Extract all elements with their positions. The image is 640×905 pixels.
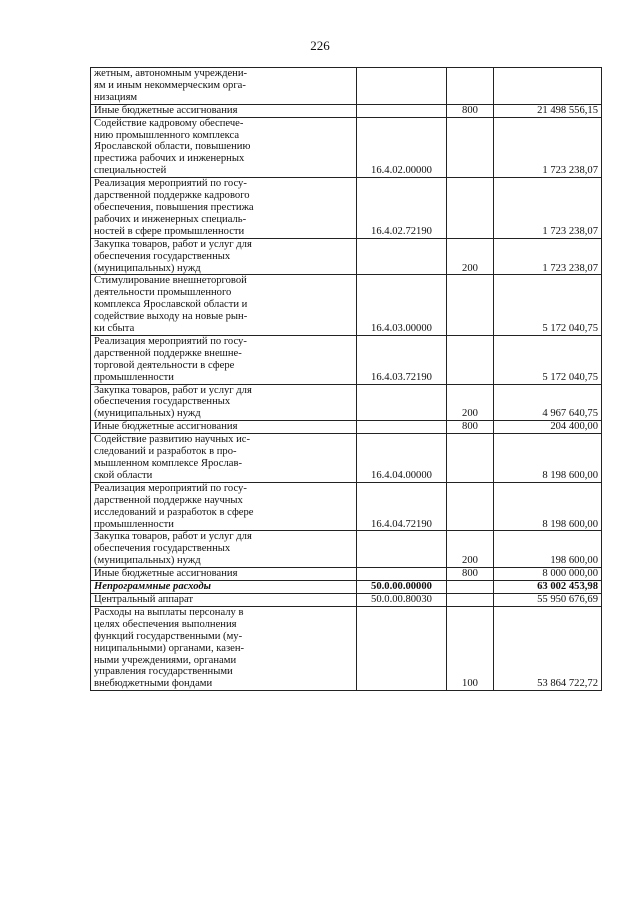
expense-name-line: обеспечения, повышения престижа — [94, 201, 254, 213]
table-row — [91, 335, 602, 384]
program-code-cell: 16.4.03.72190 — [357, 335, 447, 384]
expense-name-line: содействие выходу на новые рын- — [94, 311, 248, 323]
expense-type-cell: 200 — [447, 238, 494, 275]
program-code-cell: 16.4.02.00000 — [357, 117, 447, 178]
amount-cell: 5 172 040,75 — [494, 275, 602, 336]
table-row — [91, 68, 602, 105]
table-row — [91, 117, 602, 178]
expense-name-line: комплекса Ярославской области и — [94, 299, 248, 311]
expense-name-line: дарственной поддержке внешне- — [94, 347, 242, 359]
expense-name-cell — [91, 531, 357, 568]
program-code-cell: 16.4.02.72190 — [357, 178, 447, 239]
expense-name-line: ниципальными) органами, казен- — [94, 642, 245, 654]
expense-name-cell — [91, 238, 357, 275]
expense-name-line: Центральный аппарат — [94, 593, 194, 605]
expense-name-line: Ярославской области, повышению — [94, 141, 251, 153]
expense-name-line: Иные бюджетные ассигнования — [94, 568, 238, 580]
expense-name-line: промышленности — [94, 371, 174, 383]
expense-type-cell: 800 — [447, 568, 494, 581]
expense-name-line: Реализация мероприятий по госу- — [94, 482, 247, 494]
program-code-cell — [357, 568, 447, 581]
expense-name-line: Расходы на выплаты персоналу в — [94, 606, 244, 618]
program-code-cell: 16.4.04.00000 — [357, 434, 447, 483]
expense-name-line: целях обеспечения выполнения — [94, 618, 237, 630]
expense-type-cell — [447, 117, 494, 178]
expense-type-cell: 200 — [447, 531, 494, 568]
expense-name-line: (муниципальных) нужд — [94, 555, 201, 567]
program-code-cell: 16.4.04.72190 — [357, 482, 447, 531]
amount-cell: 8 198 600,00 — [494, 434, 602, 483]
table-row — [91, 178, 602, 239]
expense-name-line: внебюджетными фондами — [94, 678, 213, 690]
amount-cell: 21 498 556,15 — [494, 104, 602, 117]
expense-name-line: промышленности — [94, 518, 174, 530]
expense-type-cell: 800 — [447, 421, 494, 434]
table-row — [91, 593, 602, 606]
page-number: 226 — [310, 38, 330, 53]
expense-name-cell — [91, 68, 357, 105]
expense-name-cell — [91, 482, 357, 531]
expense-name-line: Иные бюджетные ассигнования — [94, 104, 238, 116]
amount-cell — [494, 68, 602, 105]
expense-name-line: (муниципальных) нужд — [94, 408, 201, 420]
amount-cell: 8 000 000,00 — [494, 568, 602, 581]
expense-name-line: специальностей — [94, 165, 167, 177]
amount-cell: 63 002 453,98 — [494, 581, 602, 594]
expense-name-line: жетным, автономным учреждени- — [94, 68, 248, 79]
expense-name-line: Содействие развитию научных ис- — [94, 434, 250, 446]
amount-cell: 1 723 238,07 — [494, 238, 602, 275]
expense-type-cell — [447, 593, 494, 606]
expense-name-line: обеспечения государственных — [94, 543, 231, 555]
expense-name-line: деятельности промышленного — [94, 287, 232, 299]
program-code-cell — [357, 531, 447, 568]
expense-name-line: престижа рабочих и инженерных — [94, 153, 245, 165]
table-row — [91, 238, 602, 275]
expense-type-cell — [447, 434, 494, 483]
expense-name-cell — [91, 581, 357, 594]
expense-name-line: ской области — [94, 469, 153, 481]
table-row — [91, 104, 602, 117]
expense-type-cell — [447, 178, 494, 239]
expense-name-cell — [91, 104, 357, 117]
expense-type-cell: 100 — [447, 606, 494, 690]
expense-name-line: Непрограммные расходы — [94, 581, 211, 593]
expense-name-line: Содействие кадровому обеспече- — [94, 117, 244, 129]
expense-type-cell: 800 — [447, 104, 494, 117]
expense-name-cell — [91, 606, 357, 690]
expense-name-line: ки сбыта — [94, 323, 135, 335]
expense-name-line: ям и иным некоммерческим орга- — [94, 79, 246, 91]
budget-expenditure-table — [90, 67, 602, 691]
program-code-cell: 50.0.00.80030 — [357, 593, 447, 606]
expense-type-cell — [447, 581, 494, 594]
program-code-cell — [357, 384, 447, 421]
expense-name-line: исследований и разработок в сфере — [94, 506, 254, 518]
amount-cell: 198 600,00 — [494, 531, 602, 568]
expense-type-cell — [447, 482, 494, 531]
expense-name-line: следований и разработок в про- — [94, 446, 237, 458]
expense-name-line: Реализация мероприятий по госу- — [94, 335, 247, 347]
expense-type-cell — [447, 68, 494, 105]
amount-cell: 1 723 238,07 — [494, 178, 602, 239]
expense-name-line: дарственной поддержке научных — [94, 494, 243, 506]
amount-cell: 55 950 676,69 — [494, 593, 602, 606]
budget-table-body — [91, 68, 602, 691]
expense-name-line: дарственной поддержке кадрового — [94, 190, 250, 202]
expense-type-cell — [447, 275, 494, 336]
table-row — [91, 531, 602, 568]
expense-name-line: Иные бюджетные ассигнования — [94, 421, 238, 433]
amount-cell: 4 967 640,75 — [494, 384, 602, 421]
table-row — [91, 275, 602, 336]
table-row — [91, 482, 602, 531]
table-row — [91, 434, 602, 483]
amount-cell: 204 400,00 — [494, 421, 602, 434]
expense-name-line: функций государственными (му- — [94, 630, 243, 642]
table-row — [91, 581, 602, 594]
expense-type-cell — [447, 335, 494, 384]
expense-name-line: ностей в сфере промышленности — [94, 225, 245, 237]
expense-name-cell — [91, 117, 357, 178]
table-row — [91, 421, 602, 434]
program-code-cell — [357, 606, 447, 690]
expense-name-cell — [91, 593, 357, 606]
amount-cell: 1 723 238,07 — [494, 117, 602, 178]
expense-name-cell — [91, 275, 357, 336]
expense-name-cell — [91, 384, 357, 421]
expense-name-line: Закупка товаров, работ и услуг для — [94, 238, 252, 250]
expense-name-line: управления государственными — [94, 666, 233, 678]
expense-name-cell — [91, 568, 357, 581]
expense-name-line: (муниципальных) нужд — [94, 262, 201, 274]
program-code-cell: 50.0.00.00000 — [357, 581, 447, 594]
expense-name-line: Закупка товаров, работ и услуг для — [94, 531, 252, 543]
expense-name-cell — [91, 421, 357, 434]
expense-name-cell — [91, 178, 357, 239]
table-row — [91, 384, 602, 421]
expense-name-line: торговой деятельности в сфере — [94, 359, 235, 371]
table-row — [91, 606, 602, 690]
expense-name-line: Стимулирование внешнеторговой — [94, 275, 247, 287]
table-row — [91, 568, 602, 581]
expense-name-line: мышленном комплексе Ярослав- — [94, 458, 243, 469]
expense-type-cell: 200 — [447, 384, 494, 421]
program-code-cell — [357, 238, 447, 275]
expense-name-cell — [91, 335, 357, 384]
expense-name-cell — [91, 434, 357, 483]
expense-name-line: нию промышленного комплекса — [94, 129, 240, 141]
expense-name-line: обеспечения государственных — [94, 250, 231, 262]
amount-cell: 8 198 600,00 — [494, 482, 602, 531]
program-code-cell — [357, 421, 447, 434]
program-code-cell — [357, 104, 447, 117]
expense-name-line: Закупка товаров, работ и услуг для — [94, 384, 252, 396]
expense-name-line: обеспечения государственных — [94, 396, 231, 408]
amount-cell: 53 864 722,72 — [494, 606, 602, 690]
amount-cell: 5 172 040,75 — [494, 335, 602, 384]
expense-name-line: ными учреждениями, органами — [94, 654, 237, 666]
expense-name-line: рабочих и инженерных специаль- — [94, 213, 247, 225]
expense-name-line: низациям — [94, 91, 138, 103]
program-code-cell: 16.4.03.00000 — [357, 275, 447, 336]
program-code-cell — [357, 68, 447, 105]
expense-name-line: Реализация мероприятий по госу- — [94, 178, 247, 190]
